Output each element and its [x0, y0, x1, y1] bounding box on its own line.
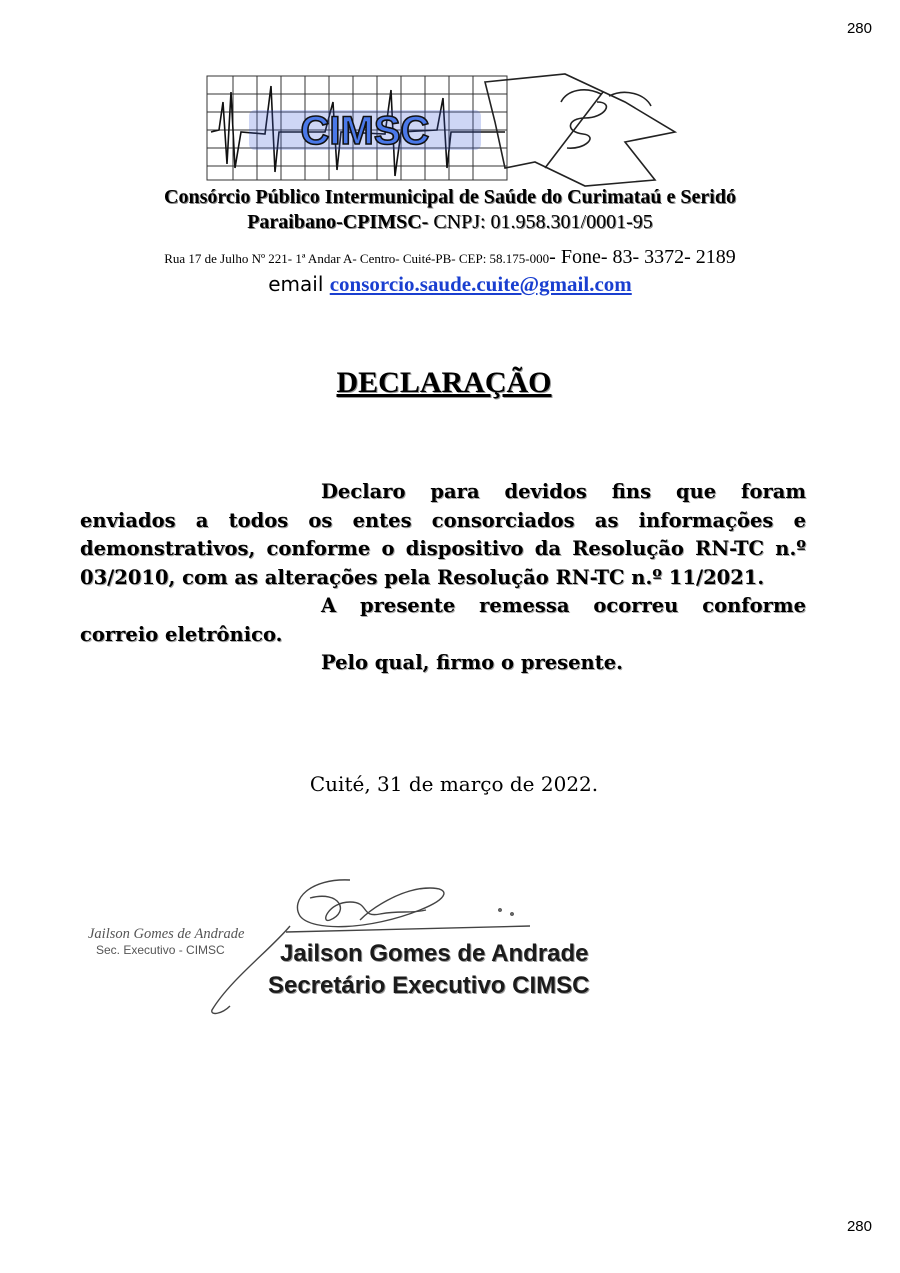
signer-title: Secretário Executivo CIMSC: [268, 972, 590, 999]
address-line: [0, 246, 900, 269]
cimsc-logo: [205, 72, 695, 190]
phone: - Fone- 83- 3372- 2189: [549, 246, 736, 268]
org-name-line2: [0, 211, 900, 234]
paragraph-closing: Pelo qual, firmo o presente.: [321, 651, 623, 674]
signer-block: [268, 938, 589, 1002]
email-label: email: [268, 272, 330, 296]
date-line: Cuité, 31 de março de 2022.: [309, 772, 599, 796]
email-line: [0, 272, 900, 297]
paragraph-declaration: Declaro para devidos fins que foram enviados a todos os entes consorciados as informações e demonstrativos, conforme o dispositivo da Resolução RN-TC n.º 03/2010, com as alterações pela Resolução RN-TC n.º 11/2021.: [80, 480, 806, 589]
org-acronym: Paraibano-CPIMSC-: [247, 211, 429, 233]
address: Rua 17 de Julho Nº 221- 1ª Andar A- Centro- Cuité-PB- CEP: 58.175-000: [164, 251, 550, 266]
email-link[interactable]: consorcio.saude.cuite@gmail.com: [329, 272, 632, 296]
stamp-role: Sec. Executivo - CIMSC: [96, 943, 225, 957]
declaration-body: [80, 478, 806, 678]
stamp-name: Jailson Gomes de Andrade: [88, 926, 245, 942]
cnpj: CNPJ: 01.958.301/0001-95: [428, 211, 653, 233]
signer-name: Jailson Gomes de Andrade: [280, 940, 589, 967]
logo-text: CIMSC: [300, 109, 430, 153]
paragraph-remessa: A presente remessa ocorreu conforme correio eletrônico.: [80, 594, 806, 646]
document-title: DECLARAÇÃO: [336, 366, 552, 399]
page-number-top: 280: [846, 20, 872, 37]
org-name-line1: Consórcio Público Intermunicipal de Saúde do Curimataú e Seridó: [164, 186, 736, 208]
page-number-bottom: 280: [846, 1218, 872, 1235]
